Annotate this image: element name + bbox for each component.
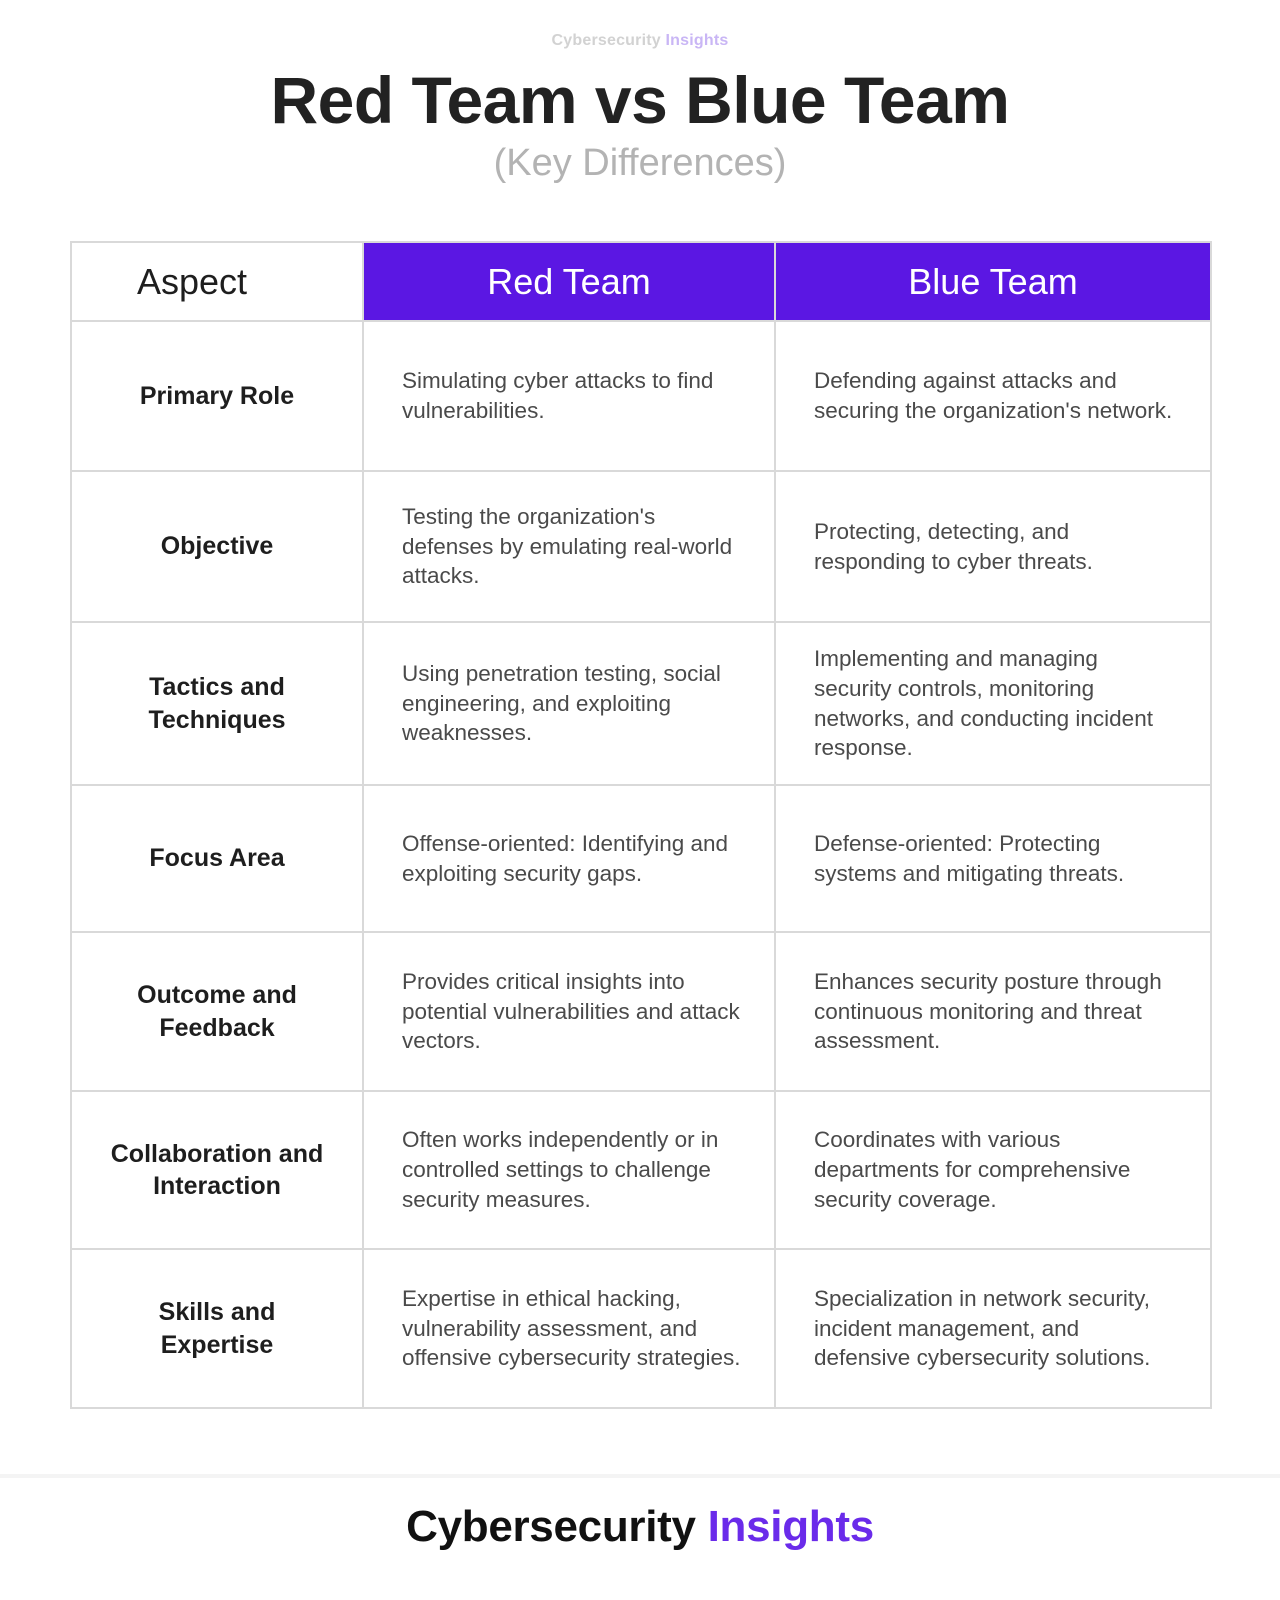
red-team-cell: Provides critical insights into potential vulnerabilities and attack vectors. [363,932,775,1091]
aspect-cell: Focus Area [71,785,363,932]
table-row [71,1249,1211,1408]
blue-team-cell: Coordinates with various departments for comprehensive security coverage. [775,1091,1211,1249]
aspect-cell: Collaboration and Interaction [71,1091,363,1249]
page-title: Red Team vs Blue Team [270,63,1010,137]
top-brand-accent: Insights [665,32,729,49]
column-header-blue-team: Blue Team [775,242,1211,321]
page-subtitle: (Key Differences) [493,142,787,184]
table-row [71,932,1211,1091]
aspect-cell: Skills and Expertise [71,1249,363,1408]
aspect-cell: Outcome and Feedback [71,932,363,1091]
blue-team-cell: Protecting, detecting, and responding to cyber threats. [775,471,1211,622]
blue-team-cell: Defense-oriented: Protecting systems and mitigating threats. [775,785,1211,932]
aspect-cell: Tactics and Techniques [71,622,363,785]
aspect-cell: Primary Role [71,321,363,471]
table-row [71,1091,1211,1249]
red-team-cell: Often works independently or in controlled settings to challenge security measures. [363,1091,775,1249]
blue-team-cell: Enhances security posture through continuous monitoring and threat assessment. [775,932,1211,1091]
footer-brand [0,1502,1280,1552]
footer-brand-name: Cybersecurity [406,1502,696,1551]
footer-brand-accent: Insights [707,1502,874,1551]
top-brand [0,32,1280,50]
blue-team-cell: Defending against attacks and securing the organization's network. [775,321,1211,471]
aspect-cell: Objective [71,471,363,622]
table-row [71,471,1211,622]
comparison-table [70,241,1212,1409]
red-team-cell: Using penetration testing, social engineering, and exploiting weaknesses. [363,622,775,785]
table-row [71,785,1211,932]
red-team-cell: Expertise in ethical hacking, vulnerability assessment, and offensive cybersecurity strategies. [363,1249,775,1408]
table-row [71,321,1211,471]
red-team-cell: Offense-oriented: Identifying and exploiting security gaps. [363,785,775,932]
column-header-red-team: Red Team [363,242,775,321]
red-team-cell: Testing the organization's defenses by emulating real-world attacks. [363,471,775,622]
top-brand-name: Cybersecurity [551,32,661,49]
table-header-row [71,242,1211,321]
blue-team-cell: Specialization in network security, incident management, and defensive cybersecurity solutions. [775,1249,1211,1408]
footer-divider [0,1474,1280,1478]
red-team-cell: Simulating cyber attacks to find vulnerabilities. [363,321,775,471]
table-row [71,622,1211,785]
column-header-aspect: Aspect [71,242,363,321]
blue-team-cell: Implementing and managing security controls, monitoring networks, and conducting incident response. [775,622,1211,785]
